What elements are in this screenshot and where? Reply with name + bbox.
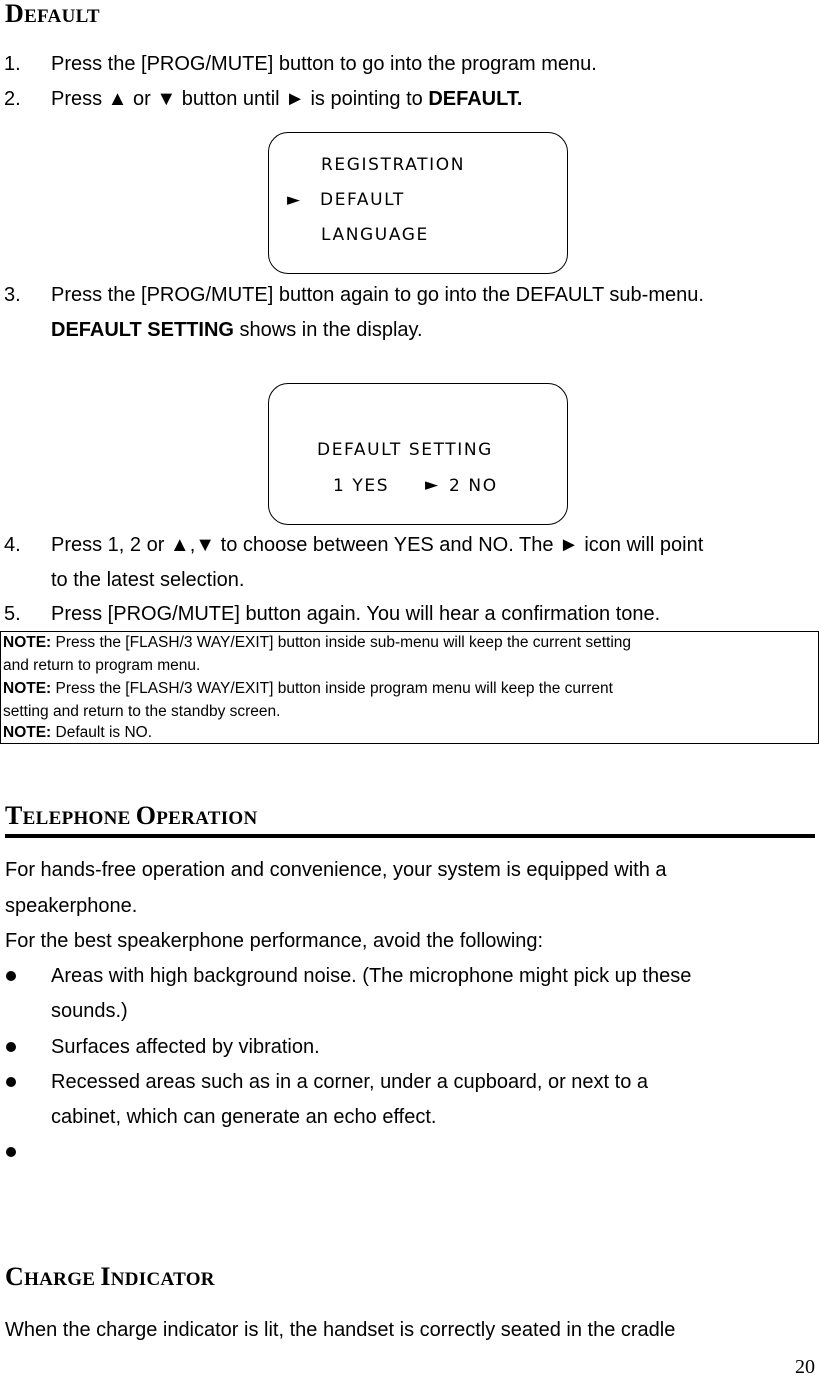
note-2-cont: setting and return to the standby screen. <box>3 703 281 720</box>
step-3-cont: DEFAULT SETTING shows in the display. <box>51 319 423 341</box>
bullet-item-3: Recessed areas such as in a corner, under a cupboard, or next to a <box>51 1071 649 1093</box>
lcd-option-yes: 1 YES <box>333 476 390 496</box>
intro-line-2: speakerphone. <box>5 895 138 917</box>
intro-line-3: For the best speakerphone performance, avoid the following: <box>5 930 544 952</box>
bullet-icon <box>6 1147 16 1157</box>
step-4-cont: to the latest selection. <box>51 569 245 591</box>
section-heading-charge-indicator: CHARGE INDICATOR <box>5 1262 215 1291</box>
pointer-icon: ► <box>287 190 302 210</box>
heading-underline <box>5 834 815 838</box>
lcd-display-default-setting <box>268 383 568 525</box>
bullet-icon <box>6 1042 16 1052</box>
bullet-item-1-cont: sounds.) <box>51 1000 128 1022</box>
intro-line-1: For hands-free operation and convenience, your system is equipped with a <box>5 859 667 881</box>
page-number: 20 <box>795 1356 815 1378</box>
bullet-item-2: Surfaces affected by vibration. <box>51 1036 320 1058</box>
bullet-item-3-cont: cabinet, which can generate an echo effect. <box>51 1106 437 1128</box>
note-3: NOTE: Default is NO. <box>3 724 152 741</box>
note-1-cont: and return to program menu. <box>3 657 201 674</box>
lcd-line-registration: REGISTRATION <box>321 155 466 175</box>
lcd-line-language: LANGUAGE <box>321 225 429 245</box>
lcd-line-default: DEFAULT <box>320 190 405 210</box>
pointer-icon: ► <box>425 475 440 495</box>
lcd-display-menu <box>268 132 568 274</box>
section-heading-telephone-operation: TELEPHONE OPERATION <box>5 801 258 830</box>
notes-box <box>0 631 819 744</box>
lcd-title-default-setting: DEFAULT SETTING <box>317 440 493 460</box>
bullet-item-1: Areas with high background noise. (The microphone might pick up these <box>51 965 692 987</box>
note-1: NOTE: Press the [FLASH/3 WAY/EXIT] button inside sub-menu will keep the current setting <box>3 634 632 651</box>
bullet-icon <box>6 971 16 981</box>
charge-indicator-text: When the charge indicator is lit, the handset is correctly seated in the cradle <box>5 1319 676 1341</box>
bullet-icon <box>6 1077 16 1087</box>
section-heading-default: DEFAULT <box>5 0 100 28</box>
note-2: NOTE: Press the [FLASH/3 WAY/EXIT] button inside program menu will keep the current <box>3 680 613 697</box>
lcd-option-no: 2 NO <box>449 476 498 496</box>
